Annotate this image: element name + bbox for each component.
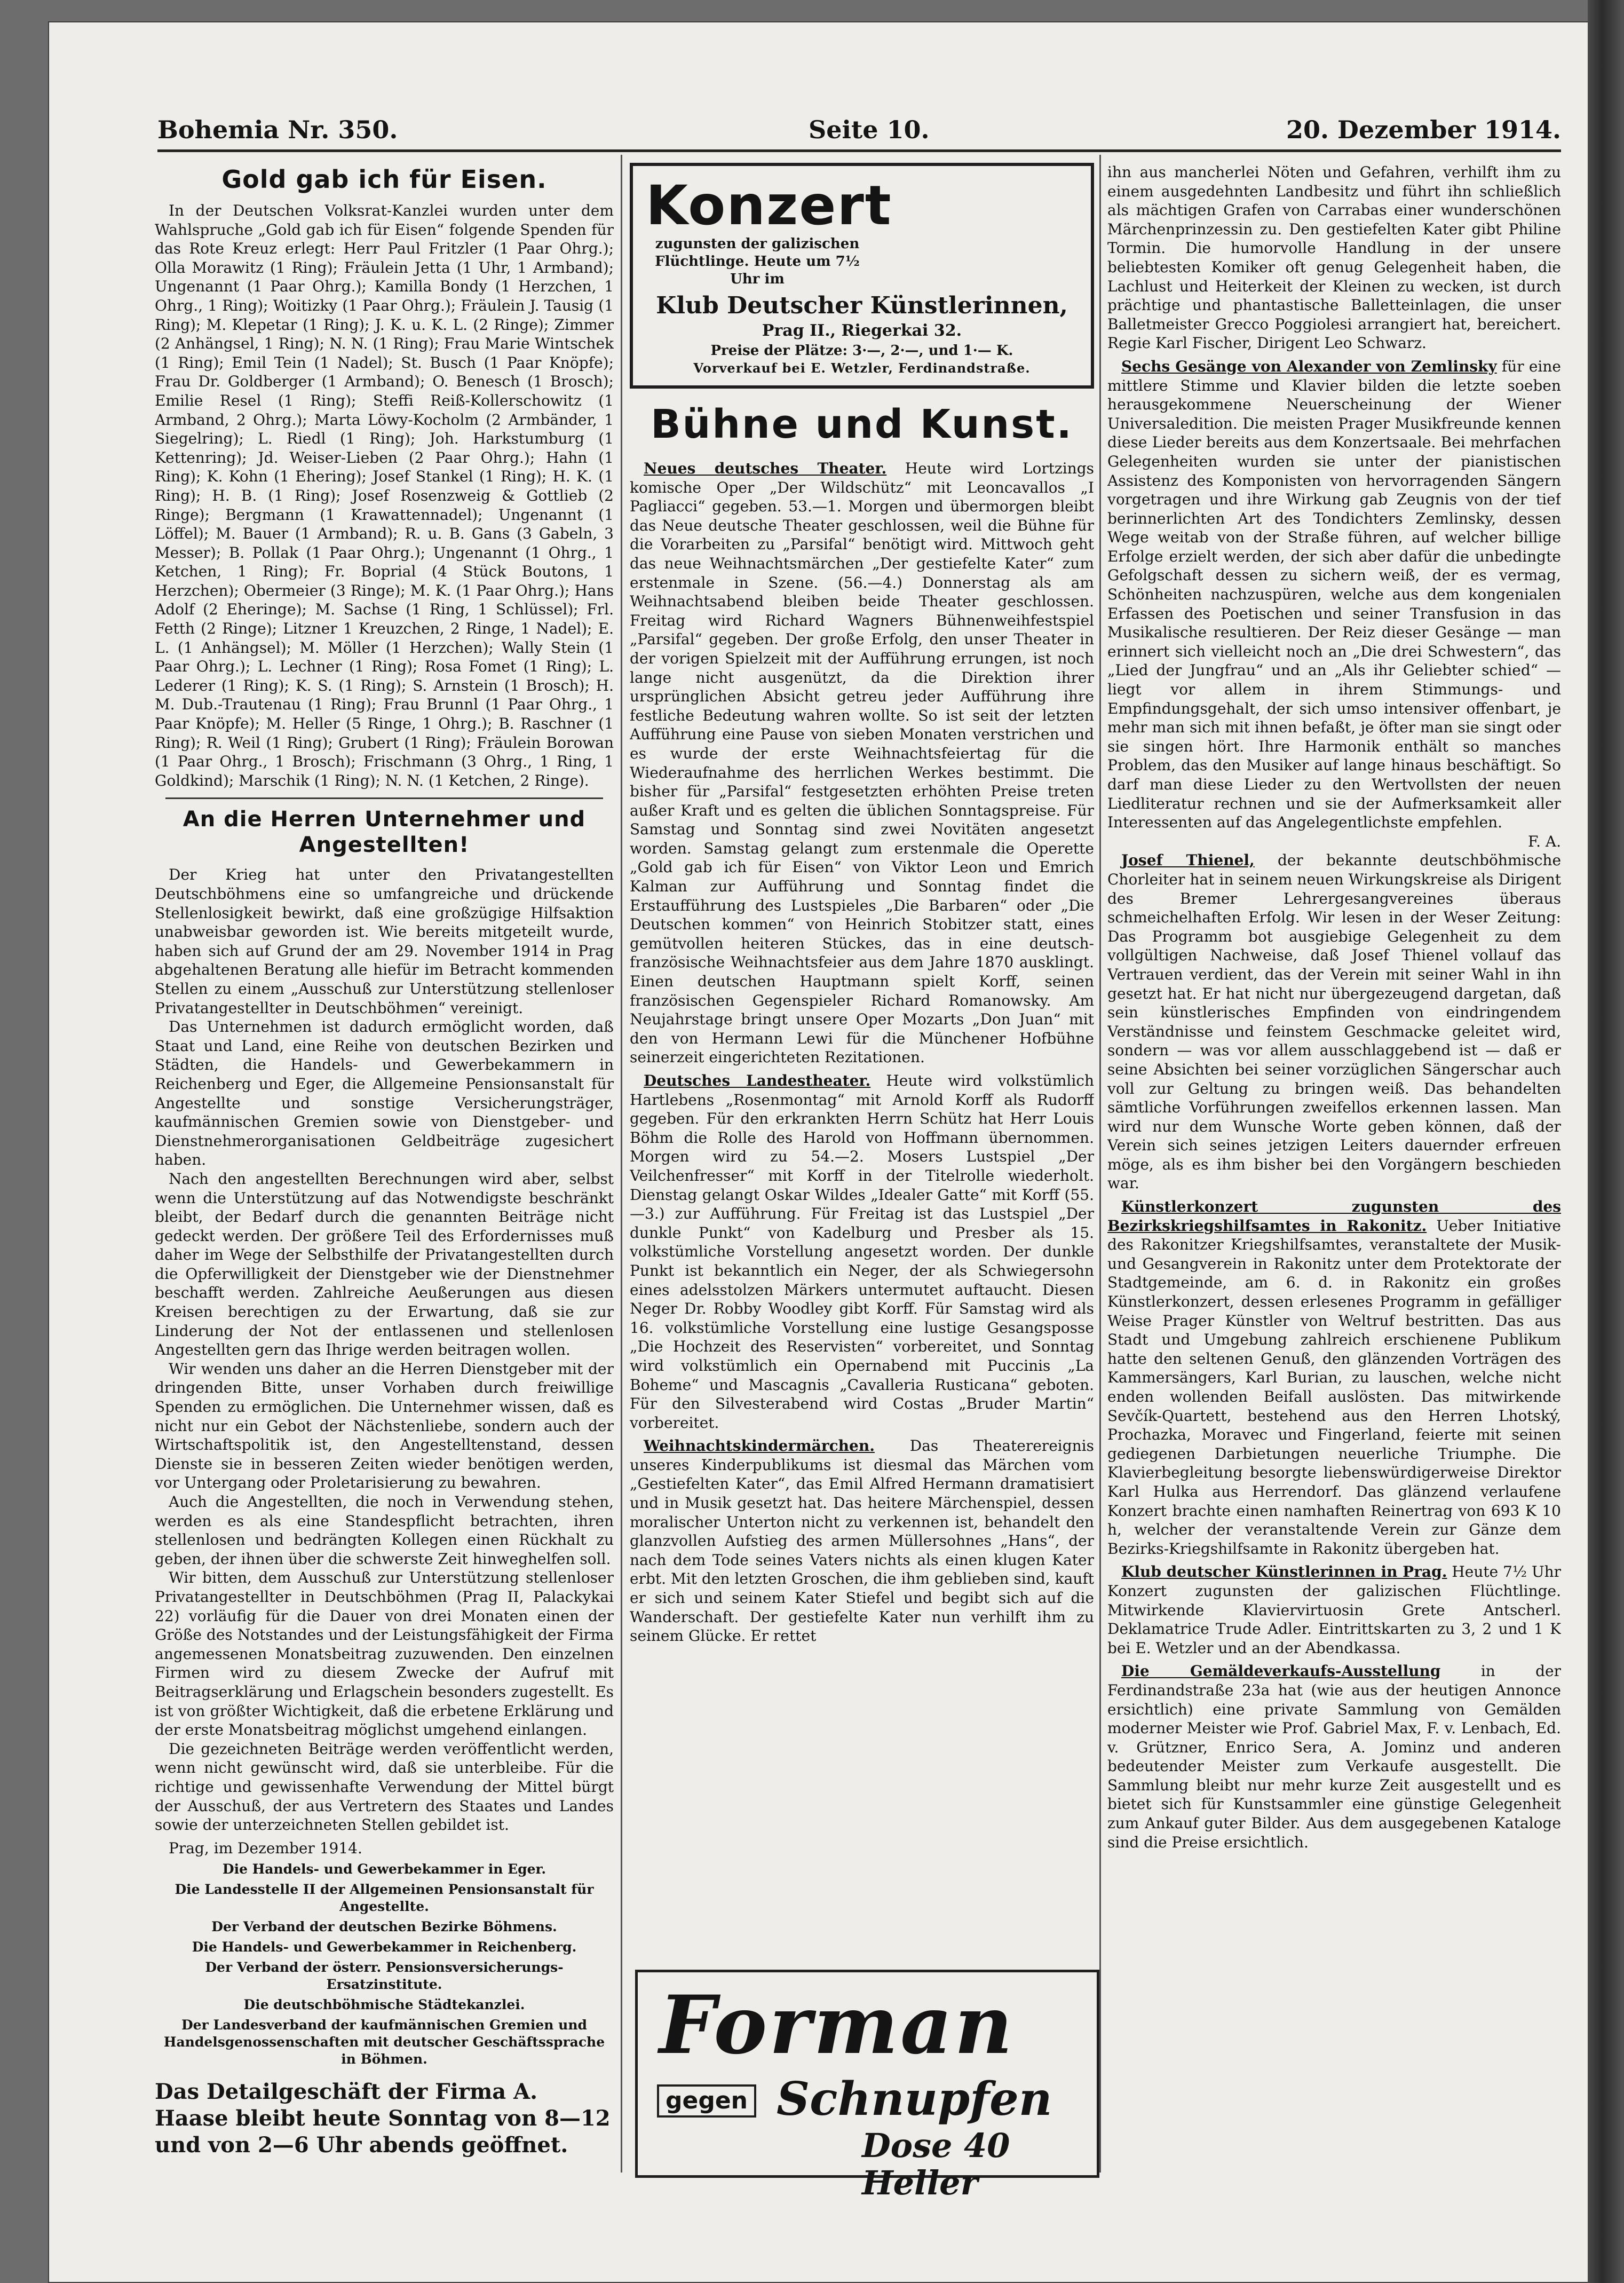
appeal-paragraph: Wir wenden uns daher an die Herren Dienstgeber mit der dringenden Bitte, unser Vorhaben durch freiwillige Spenden zu ermöglichen. Die Unternehmer wissen, daß es nicht nur ein Gebot der Nächstenliebe, sondern auch der Wirtschaftspolitik ist, den Angestelltenstand, dessen Dienste sie in besseren Zeiten wieder benötigen werden, vor Untergang oder Proletarisierung zu bewahren.: [155, 1360, 614, 1492]
signatory: Der Landesverband der kaufmännischen Gremien und Handelsgenossenschaften mit deutscher Geschäftssprache in Böhmen.: [163, 2017, 605, 2067]
article-lead: Josef Thienel,: [1121, 851, 1255, 870]
scan-edge: [1588, 0, 1624, 2283]
article-text: Ueber Initiative des Rakonitzer Kriegshilfsamtes, veranstaltete der Musik- und Gesangverein in Rakonitz unter dem Protektorate der Stadtgemeinde, am 6. d. in Rakonitz ein großes Künstlerkonzert, dessen erlesenes Programm in gefälliger Weise Prager Künstler von Weltruf bestritten. Das aus Stadt und Umgebung zahlreich erschienene Publikum hatte den seltenen Genuß, den glänzenden Vorträgen des Kammersängers, Karl Burian, zu lauschen, welche nicht enden wollenden Beifall auslösten. Das mitwirkende Sevčík-Quartett, bestehend aus den Herren Lhotský, Prochazka, Moravec und Fingerland, feierte mit seinen gediegenen Darbietungen neuerliche Triumphe. Die Klavierbegleitung besorgte liebenswürdigerweise Direktor Karl Hulka aus Herrendorf. Das glänzend verlaufene Konzert brachte einen namhaften Reinertrag von 693 K 10 h, welcher der veranstaltende Verein zur Gänze dem Bezirks-Kriegshilfsamte in Rakonitz übergeben hat.: [1107, 1216, 1561, 1558]
appeal-place-date: Prag, im Dezember 1914.: [169, 1839, 362, 1857]
forman-schnupfen: Schnupfen: [777, 2072, 1052, 2126]
section-divider: [165, 797, 603, 799]
article-lead: Die Gemäldeverkaufs-Ausstellung: [1121, 1662, 1441, 1680]
signatory: Die Landesstelle II der Allgemeinen Pensionsanstalt für Angestellte.: [175, 1882, 594, 1915]
article-text: Heute wird Lortzings komische Oper „Der Wildschütz“ mit Leoncavallos „I Pagliacci“ gegeben. 53.—1. Morgen und übermorgen bleibt das Neue deutsche Theater geschlossen, weil die Bühne für die Vorarbeiten zu „Parsifal“ benötigt wird. Mittwoch geht das neue Weihnachtsmärchen „Der gestiefelte Kater“ zum erstenmale in Szene. (56.—4.) Donnerstag als am Weihnachtsabend bleiben beide Theater geschlossen. Freitag wird Richard Wagners Bühnenweihfestspiel „Parsifal“ gegeben. Der große Erfolg, den unser Theater in der vorigen Spielzeit mit der Aufführung errungen, ist noch lange nicht ausgenützt, da die Direktion ihrer ursprünglichen Absicht getreu jeder Aufführung ihre festliche Bedeutung wahren wollte. So ist seit der letzten Aufführung eine Pause von sieben Monaten verstrichen und es wurde der erste Weihnachtsfeiertag für die Wiederaufnahme des herrlichen Werkes bestimmt. Die bisher für „Parsifal“ festgesetzten erhöhten Preise treten außer Kraft und es gelten die üblichen Sonntagspreise. Für Samstag und Sonntag sind zwei Novitäten angesetzt worden. Samstag gelangt zum erstenmale die Operette „Gold gab ich für Eisen“ von Viktor Leon und Emrich Kalman zur Aufführung und Sonntag findet die Erstaufführung des Lustspieles „Die Barbaren“ oder „Die Deutschen kommen“ von Heinrich Stobitzer statt, eines gemütvollen heiteren Stückes, das in eine deutsch-französische Weihnachtsfeier aus dem Jahre 1870 ausklingt. Einen deutschen Hauptmann spielt Korff, seinen französischen Gegenspieler Richard Romanowsky. Am Neujahrstage bringt unsere Oper Mozarts „Don Juan“ mit den von Hermann Lewi für die Münchener Hofbühne seinerzeit eingerichteten Rezitationen.: [630, 460, 1094, 1067]
concert-venue: Klub Deutscher Künstlerinnen,: [656, 292, 1068, 319]
appeal-paragraph: Der Krieg hat unter den Privatangestellten Deutschböhmens eine so umfangreiche und drückende Stellenlosigkeit bewirkt, daß eine großzügige Hilfsaktion unabweisbar geworden ist. Wie bereits mitgeteilt wurde, haben sich auf Grund der am 29. November 1914 in Prag abgehaltenen Beratung alle hiefür im Betracht kommenden Stellen zu einem „Ausschuß zur Unterstützung stellenloser Privatangestellter in Deutschböhmen“ vereinigt.: [155, 866, 614, 1017]
article-lead: Sechs Gesänge von Alexander von Zemlinsky: [1121, 357, 1497, 375]
appeal-paragraph: Auch die Angestellten, die noch in Verwendung stehen, werden es als eine Standespflicht betrachten, ihren stellenlosen und bedrängten Kollegen einen Rückhalt zu geben, der ihnen über die schwerste Zeit hinweghelfen soll.: [155, 1493, 614, 1568]
appeal-title: An die Herren Unternehmer und Angestellten!: [183, 807, 586, 858]
article-text: Heute wird volkstümlich Hartlebens „Rosenmontag“ mit Arnold Korff als Rudorff gegeben. Für den erkrankten Herrn Schütz hat Herr Louis Böhm die Rolle des Harold von Hoffmann übernommen. Morgen wird zu 54.—2. Mosers Lustspiel „Der Veilchenfresser“ mit Korff in der Titelrolle wiederholt. Dienstag gelangt Oskar Wildes „Idealer Gatte“ mit Korff (55.—3.) zur Aufführung. Für Freitag ist das Lustspiel „Der dunkle Punkt“ von Kadelburg und Presber als 15. volkstümliche Vorstellung angesetzt worden. Der dunkle Punkt ist bekanntlich ein Neger, der als Schwiegersohn eines adelsstolzen Märkers untermutet auftaucht. Diesen Neger Dr. Robby Woodley gibt Korff. Für Samstag wird als 16. volkstümliche Vorstellung eine lustige Gesangsposse „Die Hochzeit des Reservisten“ vorbereitet, und Sonntag wird volkstümlich ein Opernabend mit Puccinis „La Boheme“ und Mascagnis „Cavalleria Rusticana“ geboten. Für den Silvesterabend wird Costas „Bruder Martin“ vorbereitet.: [630, 1072, 1094, 1432]
appeal-paragraph: Wir bitten, dem Ausschuß zur Unterstützung stellenloser Privatangestellter in Deutschböhmen (Prag II, Palackykai 22) vorläufig für die Dauer von drei Monaten einen der Größe des Notstandes und der Leistungsfähigkeit der Firma angemessenen Monatsbeitrag zuzuwenden. Den einzelnen Firmen wird zu diesem Zwecke der Aufruf mit Beitragserklärung und Erlagschein besonders zugestellt. Es ist von größter Wichtigkeit, daß die erbetene Erklärung und der erste Monatsbeitrag möglichst umgehend einlangen.: [155, 1569, 614, 1739]
forman-advertisement: [635, 1970, 1099, 2202]
article-text: in der Ferdinandstraße 23a hat (wie aus der heutigen Annonce ersichtlich) eine private Sammlung von Gemälden moderner Meister wie Prof. Gabriel Max, F. v. Lenbach, Ed. v. Grützner, Enrico Sera, A. Jominz und anderen bedeutender Meister zum Verkaufe ausgestellt. Die Sammlung bleibt nur mehr kurze Zeit ausgestellt und es bietet sich für Kunstsammler eine günstige Gelegenheit zum Ankauf guter Bilder. Aus dem ausgegebenen Kataloge sind die Preise ersichtlich.: [1107, 1662, 1561, 1851]
issue-date: 20. Dezember 1914.: [1286, 115, 1561, 144]
concert-title: Konzert: [646, 174, 892, 238]
article-lead: Neues deutsches Theater.: [644, 460, 887, 477]
signatory: Die deutschböhmische Städtekanzlei.: [243, 1997, 525, 2013]
article-text: Heute 7½ Uhr Konzert zugunsten der galizischen Flüchtlinge. Mitwirkende Klaviervirtuosin Grete Antscherl. Deklamatrice Trude Adler. Eintrittskarten zu 3, 2 und 1 K bei E. Wetzler und an der Abendkassa.: [1107, 1563, 1561, 1657]
appeal-paragraph: Das Unternehmen ist dadurch ermöglicht worden, daß Staat und Land, eine Reihe von deutschen Bezirken und Städten, die Handels- und Gewerbekammern in Reichenberg und Eger, die Allgemeine Pensionsanstalt für Angestellte und sonstige Versicherungsträger, kaufmännischen Gremien sowie von Dienstgeber- und Dienstnehmerorganisationen Geldbeiträge zugesichert haben.: [155, 1018, 614, 1169]
article-signature: F. A.: [1528, 832, 1561, 850]
page-number: Seite 10.: [809, 115, 930, 144]
forman-brand: Forman: [659, 1978, 1015, 2072]
gold-donor-list: In der Deutschen Volksrat-Kanzlei wurden unter dem Wahlspruche „Gold gab ich für Eisen“ folgende Spenden für das Rote Kreuz erlegt: Herr Paul Fritzler (1 Paar Ohrg.); Olla Morawitz (1 Ring); Fräulein Jetta (1 Uhr, 1 Armband); Ungenannt (1 Paar Ohrg.); Kamilla Bondy (1 Herzchen, 1 Ohrg., 1 Ring); Woitizky (1 Paar Ohrg.); Fräulein J. Tausig (1 Ring); M. Klepetar (1 Ring); J. K. u. K. L. (2 Ringe); Zimmer (2 Anhängsel, 1 Ring); N. N. (1 Ring); Frau Marie Wintschek (1 Ring); Emil Tein (1 Nadel); St. Busch (1 Paar Knöpfe); Frau Dr. Goldberger (1 Armband); O. Benesch (1 Brosch); Emilie Resel (1 Ring); Steffi Reiß-Kollerschowitz (1 Armband, 2 Ohrg.); Marta Löwy-Kocholm (2 Armbänder, 1 Siegelring); L. Riedl (1 Ring); Joh. Harkstumburg (1 Kettenring); Jd. Weiser-Lieben (2 Paar Ohrg.); Hahn (1 Ring); K. Kohn (1 Ehering); Josef Stankel (1 Ring); H. K. (1 Ring); H. B. (1 Ring); Josef Rosenzweig & Gottlieb (2 Ringe); Bergmann (1 Krawattennadel); Ungenannt (1 Löffel); M. Bauer (1 Armband); R. u. B. Gans (3 Gabeln, 3 Messer); B. Pollak (1 Paar Ohrg.); Ungenannt (1 Ohrg., 1 Ketchen, 1 Ring); Fr. Boprial (4 Stück Boutons, 1 Herzchen); Obermeier (3 Ringe); M. K. (1 Paar Ohrg.); Hans Adolf (2 Eheringe); M. Sachse (1 Ring, 1 Schlüssel); Frl. Fetth (2 Ringe); Litzner 1 Kreuzchen, 2 Ringe, 1 Nadel); E. L. (1 Anhängsel); M. Möller (1 Herzchen); Wally Stein (1 Paar Ohrg.); L. Lechner (1 Ring); Rosa Fomet (1 Ring); L. Lederer (1 Ring); K. S. (1 Ring); S. Arnstein (1 Brosch); H. M. Dub.-Trautenau (1 Ring); Frau Brunnl (1 Paar Ohrg., 1 Paar Knöpfe); M. Heller (5 Ringe, 1 Ohrg.); B. Raschner (1 Ring); R. Weil (1 Ring); Grubert (1 Ring); Fräulein Borowan (1 Paar Ohrg., 1 Brosch); Frischmann (3 Ohrg., 1 Ring, 1 Goldkind); Marschik (1 Ring); N. N. (1 Ketchen, 2 Ringe).: [155, 202, 614, 789]
concert-presale: Vorverkauf bei E. Wetzler, Ferdinandstraße.: [693, 360, 1031, 376]
article-lead: Künstlerkonzert zugunsten des Bezirkskriegshilfsamtes in Rakonitz.: [1107, 1198, 1561, 1235]
shop-opening-notice: Das Detailgeschäft der Firma A. Haase bleibt heute Sonntag von 8—12 und von 2—6 Uhr abends geöffnet.: [155, 2079, 611, 2158]
concert-advertisement: [630, 163, 1094, 389]
concert-address: Prag II., Riegerkai 32.: [762, 321, 962, 340]
column-rule: [1099, 155, 1101, 2173]
article-text: für eine mittlere Stimme und Klavier bilden die letzte soeben herausgekommene Neuerscheinung der Wiener Universaledition. Die meisten Prager Musikfreunde kennen diese Lieder bereits aus dem Konzertsaale. Bei mehrfachen Gelegenheiten wurden sie unter der pianistischen Assistenz des Komponisten von hervorragenden Sängern vorgetragen und ihre Wirkung gab Zeugnis von der tief berinnerlichten Art des Tondichters Zemlinsky, dessen Wege weitab von der Straße führen, auf welcher billige Erfolge erzielt werden, der sich aber dafür die unbedingte Gefolgschaft dessen zu sichern weiß, der es vermag, Schönheiten nachzuspüren, welche aus dem kongenialen Erfassen des Poetischen und seiner Transfusion in das Musikalische resultieren. Der Reiz dieser Gesänge — man erinnert sich vielleicht noch an „Die drei Schwestern“, das „Lied der Jungfrau“ und an „Als ihr Geliebter schied“ — liegt vor allem in ihrem Stimmungs- und Empfindungsgehalt, der sich umso intensiver offenbart, je mehr man sich mit ihnen befaßt, je öfter man sie singt oder sie singen hört. Ihre Harmonik enthält so manches Problem, das den Musiker auf lange hinaus beschäftigt. So darf man diese Lieder zu den Wertvollsten der neuen Liedliteratur rechnen und sie der Aufmerksamkeit aller Interessenten auf das Angelegentlichste empfehlen.: [1107, 357, 1561, 832]
article-lead: Deutsches Landestheater.: [644, 1072, 871, 1089]
concert-prices: Preise der Plätze: 3·—, 2·—, und 1·— K.: [710, 343, 1013, 359]
signatory: Der Verband der österr. Pensionsversicherungs-Ersatzinstitute.: [205, 1960, 564, 1993]
column-left: [155, 163, 614, 2170]
article-text: der bekannte deutschböhmische Chorleiter hat in seinem neuen Wirkungskreise als Dirigent des Bremer Lehrergesangvereines überaus schmeichelhaften Erfolg. Wir lesen in der Weser Zeitung: Das Programm bot ausgiebige Gelegenheit zu dem vollgültigen Nachweise, daß Josef Thienel vollauf das Vertrauen verdient, das der Verein mit seiner Wahl in ihn gesetzt hat. Er hat nicht nur übergezeugend dargetan, daß sein künstlerisches Empfinden von eindringendem Verständnisse und feinstem Geschmacke geleitet wird, sondern — was vor allem ausschlaggebend ist — daß er seine Absichten bei seiner vorzüglichen Sängerschar auch voll zur Geltung zu bringen weiß. Das behandelten sämtliche Vorführungen zweifellos erkennen lassen. Man wird nur dem Wunsche Worte geben können, daß der Verein sich seines jetzigen Leiters dauernder erfreuen möge, als es ihm bisher bei den Vorgängern beschieden war.: [1107, 851, 1561, 1192]
article-text: Das Theaterereignis unseres Kinderpublikums ist diesmal das Märchen vom „Gestiefelten Kater“, das Emil Alfred Hermann dramatisiert und in Musik gesetzt hat. Das heitere Märchenspiel, dessen moralischer Unterton nicht zu verkennen ist, behandelt den glanzvollen Aufstieg des armen Müllersohnes „Hans“, der nach dem Tode seines Vaters nichts als einen klugen Kater erbt. Mit den letzten Groschen, die ihm geblieben sind, kauft er sich und seinem Kater Stiefel und begibt sich auf die Wanderschaft. Der gestiefelte Kater nun verhilft ihm zu seinem Glücke. Er rettet: [630, 1437, 1094, 1645]
forman-price: Dose 40 Heller: [862, 2126, 1010, 2202]
column-middle: [630, 163, 1094, 2170]
signatory: Die Handels- und Gewerbekammer in Reichenberg.: [192, 1939, 577, 1955]
concert-purpose: zugunsten der galizischen Flüchtlinge. Heute um 7½ Uhr im: [655, 236, 860, 287]
article-lead: Klub deutscher Künstlerinnen in Prag.: [1121, 1563, 1447, 1581]
forman-gegen: gegen: [657, 2084, 756, 2118]
paper-issue: Bohemia Nr. 350.: [157, 115, 398, 144]
appeal-paragraph: Nach den angestellten Berechnungen wird aber, selbst wenn die Unterstützung auf das Notwendigste beschränkt bleibt, der Bedarf durch die genannten Beiträge nicht gedeckt werden. Der größere Teil des Erfordernisses muß daher im Wege der Selbsthilfe der Privatangestellten durch die Opferwilligkeit der Dienstgeber wie der Dienstnehmer beschafft werden. Zahlreiche Aeußerungen aus diesen Kreisen berechtigen zu der Erwartung, daß sie zur Linderung der Not der entlassenen und stellenlosen Angestellten gern das Ihrige werden beitragen wollen.: [155, 1170, 614, 1359]
signatory: Der Verband der deutschen Bezirke Böhmens.: [211, 1919, 557, 1935]
column-rule: [621, 155, 622, 2173]
section-title: Bühne und Kunst.: [651, 401, 1073, 447]
article-continuation: ihn aus mancherlei Nöten und Gefahren, verhilft ihm zu einem ausgedehnten Landbesitz und führt ihn schließlich als mächtigen Grafen von Carrabas einer wunderschönen Märchenprinzessin zu. Den gestiefelten Kater gibt Philine Tormin. Die humorvolle Handlung in der unsere beliebtesten Komiker oft genug Gelegenheit haben, die Lachlust und Heiterkeit der Kleinen zu wecken, ist durch prächtige und phantastische Balletteinlagen, die unser Balletmeister Grecco Poggiolesi arrangiert hat, bereichert. Regie Karl Fischer, Dirigent Leo Schwarz.: [1107, 163, 1561, 352]
column-right: [1107, 163, 1561, 2170]
page-header: [157, 112, 1561, 152]
gold-title: Gold gab ich für Eisen.: [221, 165, 547, 194]
article-lead: Weihnachtskindermärchen.: [644, 1437, 875, 1455]
signatory: Die Handels- und Gewerbekammer in Eger.: [222, 1861, 546, 1877]
appeal-paragraph: Die gezeichneten Beiträge werden veröffentlicht werden, wenn nicht gewünscht wird, daß sie unterbleibe. Für die richtige und gewissenhafte Verwendung der Mittel bürgt der Ausschuß, der aus Vertretern des Staates und Landes sowie der unterzeichneten Stellen gebildet ist.: [155, 1740, 614, 1834]
